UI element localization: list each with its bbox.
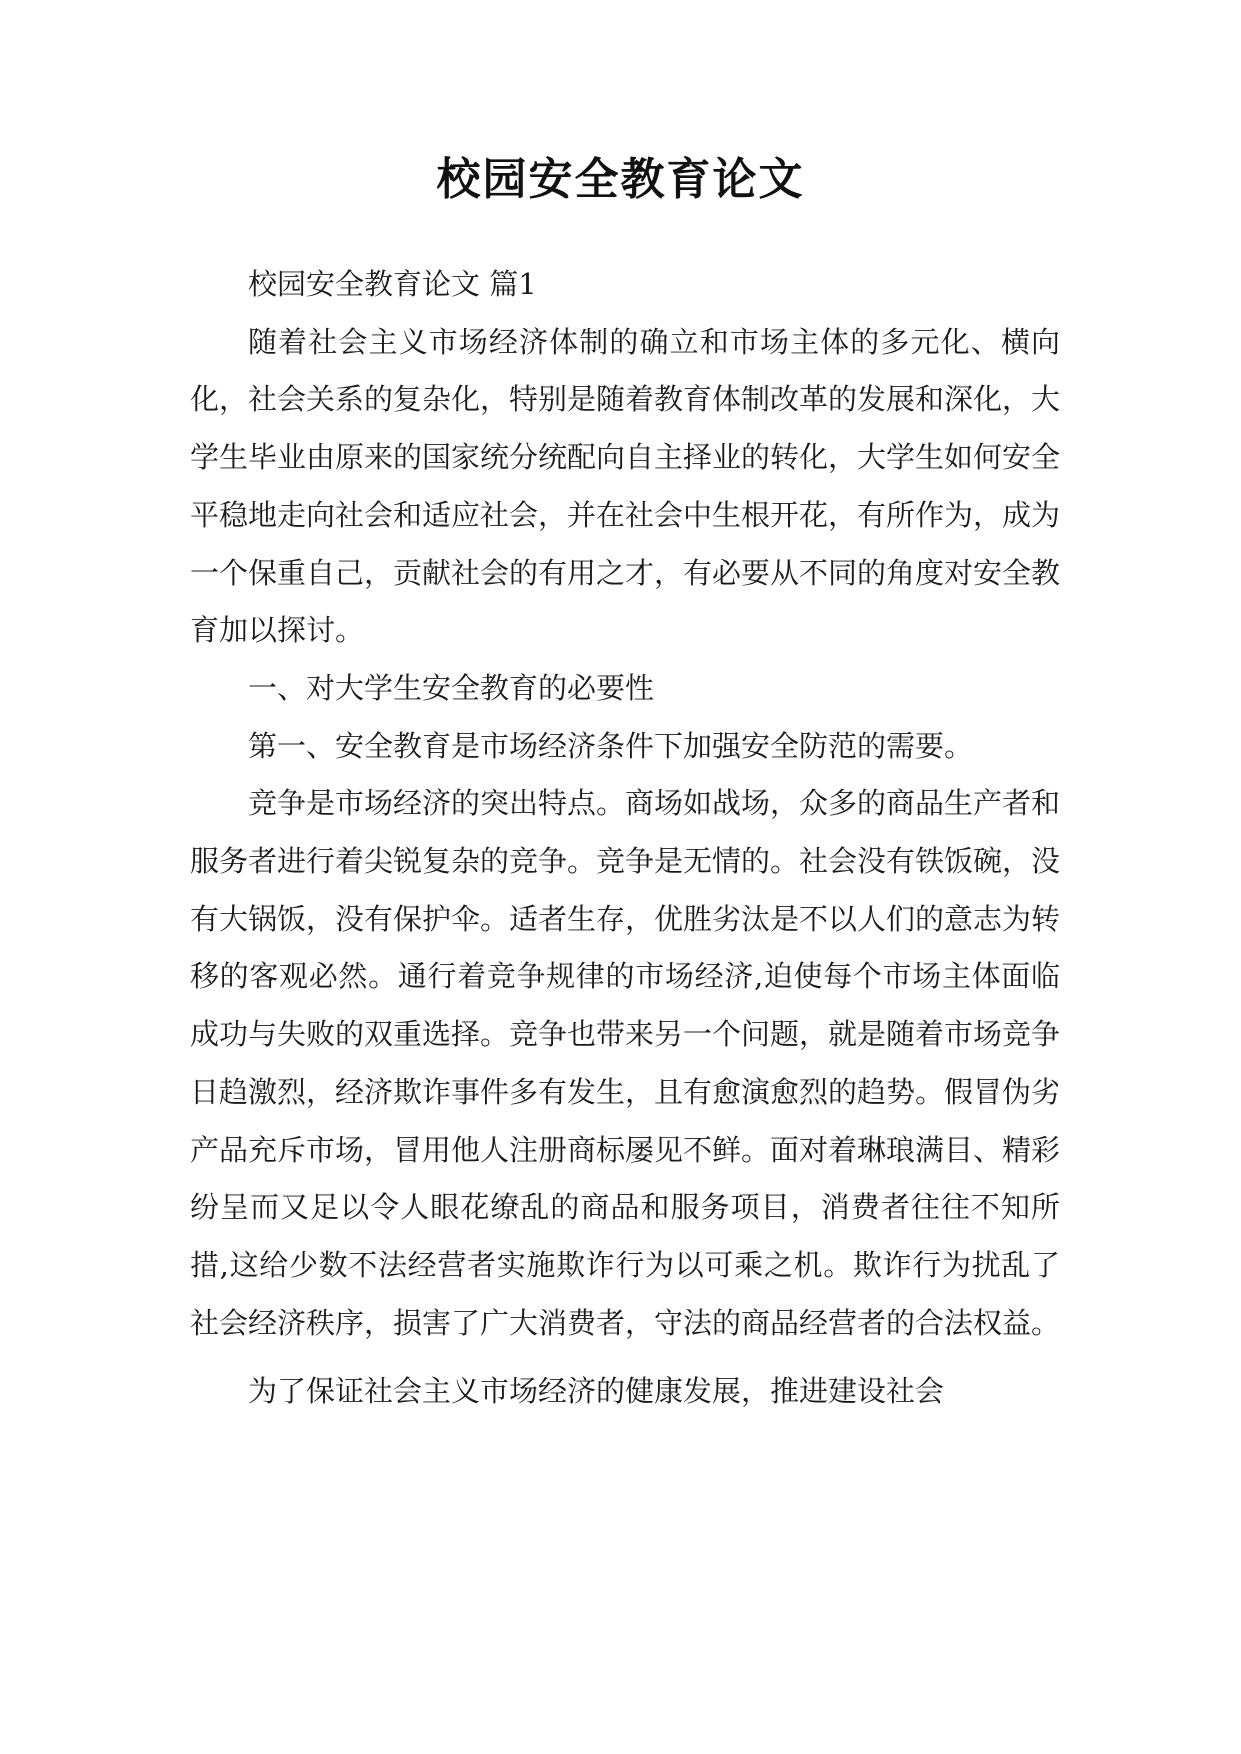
section-heading: 校园安全教育论文 篇1 xyxy=(248,267,537,301)
document-body xyxy=(190,256,1060,1421)
paragraph: 竞争是市场经济的突出特点。商场如战场，众多的商品生产者和服务者进行着尖锐复杂的竞争。竞争是无情的。社会没有铁饭碗，没有大锅饭，没有保护伞。适者生存，优胜劣汰是不以人们的意志为转移的客观必然。通行着竞争规律的市场经济,迫使每个市场主体面临成功与失败的双重选择。竞争也带来另一个问题，就是随着市场竞争日趋激烈，经济欺诈事件多有发生，且有愈演愈烈的趋势。假冒伪劣产品充斥市场，冒用他人注册商标屡见不鲜。面对着琳琅满目、精彩纷呈而又足以令人眼花缭乱的商品和服务项目，消费者往往不知所措,这给少数不法经营者实施欺诈行为以可乘之机。欺诈行为扰乱了社会经济秩序，损害了广大消费者，守法的商品经营者的合法权益。 xyxy=(190,786,1061,1340)
document-title: 校园安全教育论文 xyxy=(436,154,805,205)
paragraph: 第一、安全教育是市场经济条件下加强安全防范的需要。 xyxy=(248,728,974,763)
paragraph: 随着社会主义市场经济体制的确立和市场主体的多元化、横向化，社会关系的复杂化，特别是随着教育体制改革的发展和深化，大学生毕业由原来的国家统分统配向自主择业的转化，大学生如何安全平稳地走向社会和适应社会，并在社会中生根开花，有所作为，成为一个保重自己，贡献社会的有用之才，有必要从不同的角度对安全教育加以探讨。 xyxy=(190,324,1061,648)
paragraph: 为了保证社会主义市场经济的健康发展，推进建设社会 xyxy=(248,1374,945,1409)
subsection-heading: 一、对大学生安全教育的必要性 xyxy=(248,670,655,705)
